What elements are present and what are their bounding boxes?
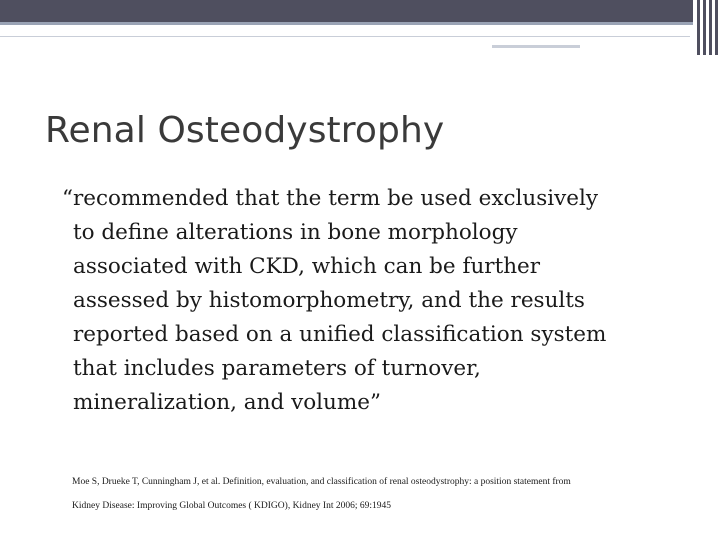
corner-stripes-decoration [697, 0, 720, 55]
citation-reference [72, 470, 702, 518]
quote-line: “recommended that the term be used exclusively [62, 186, 599, 211]
header-thin-line [0, 36, 690, 37]
quote-line: assessed by histomorphometry, and the results [73, 288, 585, 313]
header-gray-underline [492, 45, 580, 48]
quote-line: associated with CKD, which can be further [73, 254, 541, 279]
header-accent-line [0, 22, 693, 25]
citation-line: Moe S, Drueke T, Cunningham J, et al. Definition, evaluation, and classification of renal osteodystrophy: a position statement from [72, 477, 571, 487]
quote-line: mineralization, and volume” [73, 390, 381, 415]
quote-line: that includes parameters of turnover, [73, 356, 481, 381]
quote-line: to define alterations in bone morphology [73, 220, 518, 245]
header-bar [0, 0, 693, 22]
definition-quote [62, 182, 692, 420]
quote-line: reported based on a unified classification system [73, 322, 607, 347]
citation-line: Kidney Disease: Improving Global Outcomes ( KDIGO), Kidney Int 2006; 69:1945 [72, 501, 391, 511]
slide-title: Renal Osteodystrophy [45, 110, 445, 151]
